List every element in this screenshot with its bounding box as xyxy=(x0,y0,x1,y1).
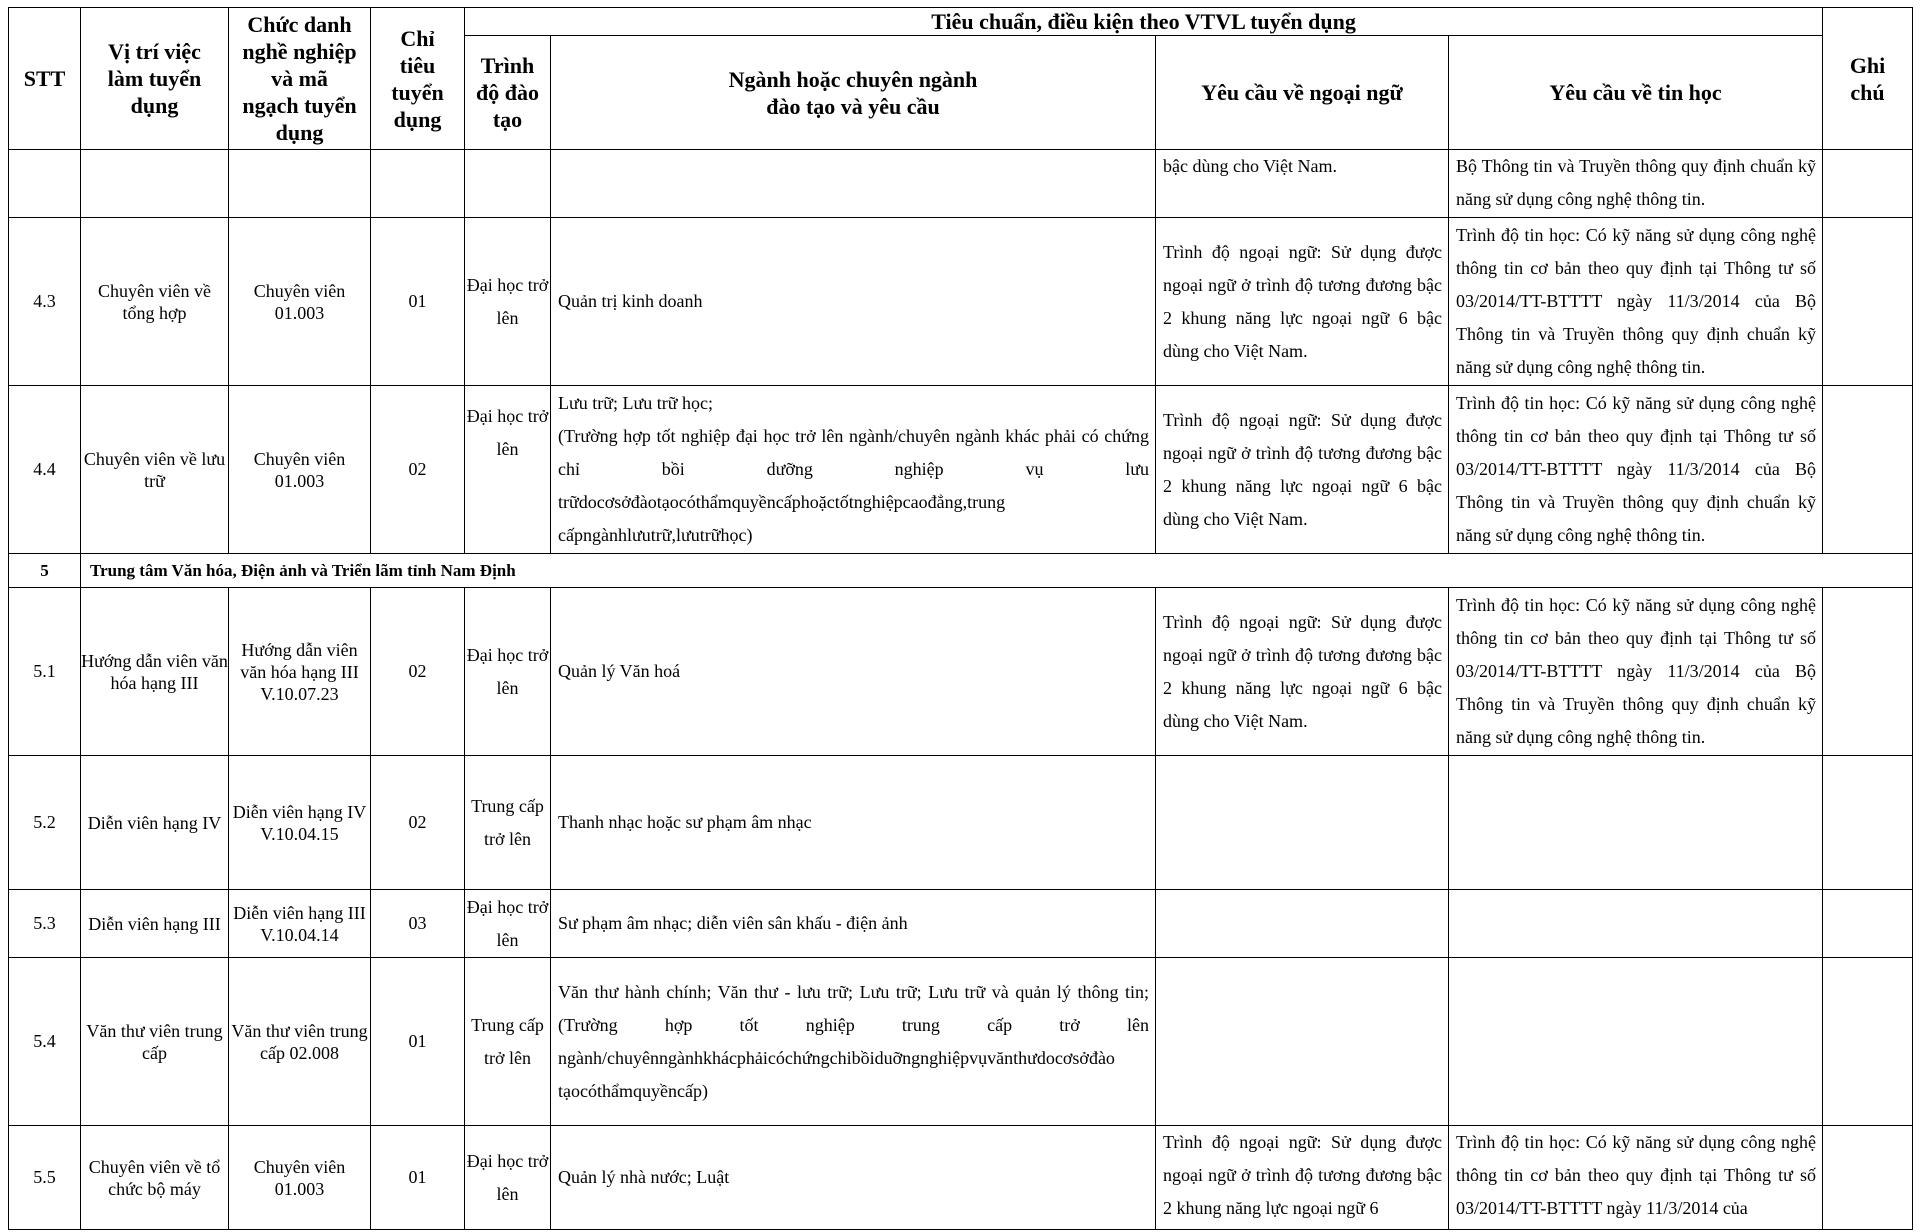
cell-position: Chuyên viên về tổng hợp xyxy=(81,218,229,386)
cell-major: Quản trị kinh doanh xyxy=(551,218,1156,386)
cell-position: Chuyên viên về tổ chức bộ máy xyxy=(81,1126,229,1230)
cell-it: Trình độ tin học: Có kỹ năng sử dụng công nghệ thông tin cơ bản theo quy định tại Thông tư số 03/2014/TT-BTTTT ngày 11/3/2014 của xyxy=(1449,1126,1823,1230)
cell-it xyxy=(1449,890,1823,958)
cell-it: Trình độ tin học: Có kỹ năng sử dụng công nghệ thông tin cơ bản theo quy định tại Thông tư số 03/2014/TT-BTTTT ngày 11/3/2014 của Bộ Thông tin và Truyền thông quy định chuẩn kỹ năng sử dụng công nghệ thông tin. xyxy=(1449,386,1823,554)
table-row xyxy=(9,1126,1913,1230)
header-note-line: chú xyxy=(1850,79,1885,105)
header-note xyxy=(1823,8,1913,150)
cell-note xyxy=(1823,150,1913,218)
header-language: Yêu cầu về ngoại ngữ xyxy=(1156,36,1449,150)
table-row xyxy=(9,958,1913,1126)
cell-quota: 02 xyxy=(371,386,465,554)
cell-title-code: Hướng dẫn viên văn hóa hạng III V.10.07.23 xyxy=(229,588,371,756)
header-quota-line: tuyển xyxy=(391,79,444,105)
header-title-line: và mã xyxy=(271,66,328,91)
cell-stt xyxy=(9,150,81,218)
cell-level: Đại học trở lên xyxy=(465,1126,551,1230)
cell-quota xyxy=(371,150,465,218)
cell-title-code: Chuyên viên 01.003 xyxy=(229,386,371,554)
cell-it xyxy=(1449,756,1823,890)
cell-quota: 01 xyxy=(371,958,465,1126)
cell-note xyxy=(1823,386,1913,554)
cell-stt: 5.3 xyxy=(9,890,81,958)
cell-language: Trình độ ngoại ngữ: Sử dụng được ngoại ngữ ở trình độ tương đương bậc 2 khung năng lực ngoại ngữ 6 xyxy=(1156,1126,1449,1230)
header-criteria: Tiêu chuẩn, điều kiện theo VTVL tuyển dụng xyxy=(465,8,1823,36)
cell-position: Hướng dẫn viên văn hóa hạng III xyxy=(81,588,229,756)
cell-language: Trình độ ngoại ngữ: Sử dụng được ngoại ngữ ở trình độ tương đương bậc 2 khung năng lực ngoại ngữ 6 bậc dùng cho Việt Nam. xyxy=(1156,386,1449,554)
header-row-1 xyxy=(9,8,1913,36)
cell-it: Trình độ tin học: Có kỹ năng sử dụng công nghệ thông tin cơ bản theo quy định tại Thông tư số 03/2014/TT-BTTTT ngày 11/3/2014 của Bộ Thông tin và Truyền thông quy định chuẩn kỹ năng sử dụng công nghệ thông tin. xyxy=(1449,218,1823,386)
cell-title-code: Văn thư viên trung cấp 02.008 xyxy=(229,958,371,1126)
header-major-line: Ngành hoặc chuyên ngành xyxy=(728,66,978,92)
cell-language: bậc dùng cho Việt Nam. xyxy=(1156,150,1449,218)
cell-level: Đại học trở lên xyxy=(465,386,551,554)
section-stt: 5 xyxy=(9,554,81,588)
cell-language: Trình độ ngoại ngữ: Sử dụng được ngoại ngữ ở trình độ tương đương bậc 2 khung năng lực ngoại ngữ 6 bậc dùng cho Việt Nam. xyxy=(1156,588,1449,756)
cell-stt: 5.4 xyxy=(9,958,81,1126)
header-quota xyxy=(371,8,465,150)
cell-major: Quản lý Văn hoá xyxy=(551,588,1156,756)
cell-position: Diễn viên hạng III xyxy=(81,890,229,958)
header-position xyxy=(81,8,229,150)
cell-title-code xyxy=(229,150,371,218)
header-level-line: Trình xyxy=(480,53,535,78)
cell-major-line: Lưu trữ; Lưu trữ học; xyxy=(558,393,713,413)
cell-language xyxy=(1156,958,1449,1126)
cell-note xyxy=(1823,588,1913,756)
cell-level: Trung cấp trở lên xyxy=(465,958,551,1126)
header-level-line: độ đào xyxy=(476,80,539,105)
cell-quota: 02 xyxy=(371,588,465,756)
header-level xyxy=(465,36,551,150)
header-title-line: dụng xyxy=(275,120,324,145)
cell-it: Bộ Thông tin và Truyền thông quy định chuẩn kỹ năng sử dụng công nghệ thông tin. xyxy=(1449,150,1823,218)
cell-note xyxy=(1823,756,1913,890)
cell-note xyxy=(1823,958,1913,1126)
cell-it xyxy=(1449,958,1823,1126)
header-title-line: ngạch tuyển xyxy=(242,93,357,118)
cell-note xyxy=(1823,890,1913,958)
cell-major-extra: (Trường hợp tốt nghiệp đại học trở lên ngành/chuyên ngành khác phải có chứng chỉ bồi dưỡng nghiệp vụ lưu trữdocơsởđàotạocóthẩmquyềncấphoặctốtnghiệpcaođẳng,trung cấpngànhlưutrữ,lưutrữhọc) xyxy=(558,426,1149,545)
table-row xyxy=(9,890,1913,958)
cell-position: Văn thư viên trung cấp xyxy=(81,958,229,1126)
cell-major xyxy=(551,150,1156,218)
cell-major: Sư phạm âm nhạc; diễn viên sân khấu - điện ảnh xyxy=(551,890,1156,958)
header-title-line: Chức danh xyxy=(247,12,352,37)
cell-level: Đại học trở lên xyxy=(465,218,551,386)
cell-quota: 01 xyxy=(371,218,465,386)
table-row xyxy=(9,218,1913,386)
cell-stt: 4.3 xyxy=(9,218,81,386)
cell-position: Diễn viên hạng IV xyxy=(81,756,229,890)
cell-language: Trình độ ngoại ngữ: Sử dụng được ngoại ngữ ở trình độ tương đương bậc 2 khung năng lực ngoại ngữ 6 bậc dùng cho Việt Nam. xyxy=(1156,218,1449,386)
cell-position: Chuyên viên về lưu trữ xyxy=(81,386,229,554)
cell-quota: 01 xyxy=(371,1126,465,1230)
header-major-line: đào tạo và yêu cầu xyxy=(766,93,940,119)
header-major xyxy=(551,36,1156,150)
cell-position xyxy=(81,150,229,218)
header-quota-line: dụng xyxy=(393,106,442,132)
cell-note xyxy=(1823,218,1913,386)
header-position-line: dụng xyxy=(130,93,179,118)
cell-note xyxy=(1823,1126,1913,1230)
cell-level: Đại học trở lên xyxy=(465,890,551,958)
header-position-line: Vị trí việc xyxy=(108,39,201,64)
cell-title-code: Chuyên viên 01.003 xyxy=(229,218,371,386)
table-row xyxy=(9,588,1913,756)
cell-major: Quản lý nhà nước; Luật xyxy=(551,1126,1156,1230)
table-row xyxy=(9,386,1913,554)
cell-stt: 5.1 xyxy=(9,588,81,756)
header-note-line: Ghi xyxy=(1849,52,1886,78)
cell-stt: 5.5 xyxy=(9,1126,81,1230)
header-title-code xyxy=(229,8,371,150)
cell-level: Đại học trở lên xyxy=(465,588,551,756)
cell-quota: 02 xyxy=(371,756,465,890)
cell-language xyxy=(1156,890,1449,958)
header-it: Yêu cầu về tin học xyxy=(1449,36,1823,150)
cell-it: Trình độ tin học: Có kỹ năng sử dụng công nghệ thông tin cơ bản theo quy định tại Thông tư số 03/2014/TT-BTTTT ngày 11/3/2014 của Bộ Thông tin và Truyền thông quy định chuẩn kỹ năng sử dụng công nghệ thông tin. xyxy=(1449,588,1823,756)
cell-title-code: Diễn viên hạng III V.10.04.14 xyxy=(229,890,371,958)
header-quota-line: tiêu xyxy=(399,52,436,78)
cell-stt: 5.2 xyxy=(9,756,81,890)
table-row xyxy=(9,756,1913,890)
cell-title-code: Diễn viên hạng IV V.10.04.15 xyxy=(229,756,371,890)
header-stt: STT xyxy=(9,8,81,150)
cell-language xyxy=(1156,756,1449,890)
table-row xyxy=(9,150,1913,218)
section-row xyxy=(9,554,1913,588)
cell-stt: 4.4 xyxy=(9,386,81,554)
header-title-line: nghề nghiệp xyxy=(242,39,357,64)
cell-major: Văn thư hành chính; Văn thư - lưu trữ; Lưu trữ; Lưu trữ và quản lý thông tin; (Trường hợp tốt nghiệp trung cấp trở lên ngành/chuyênngànhkhácphảicóchứngchibồiduỡngnghiệpvụvănthưdocơsởđào tạocóthẩmquyềncấp) xyxy=(551,958,1156,1126)
cell-major: Thanh nhạc hoặc sư phạm âm nhạc xyxy=(551,756,1156,890)
cell-title-code: Chuyên viên 01.003 xyxy=(229,1126,371,1230)
recruitment-criteria-table xyxy=(8,7,1913,1230)
cell-level xyxy=(465,150,551,218)
cell-quota: 03 xyxy=(371,890,465,958)
header-position-line: làm tuyển xyxy=(107,66,202,91)
cell-level: Trung cấp trở lên xyxy=(465,756,551,890)
header-quota-line: Chỉ xyxy=(400,25,435,51)
section-title: Trung tâm Văn hóa, Điện ảnh và Triển lãm tỉnh Nam Định xyxy=(81,554,1913,588)
recruitment-table-page xyxy=(8,7,1912,1220)
cell-major xyxy=(551,386,1156,554)
header-level-line: tạo xyxy=(492,107,523,132)
